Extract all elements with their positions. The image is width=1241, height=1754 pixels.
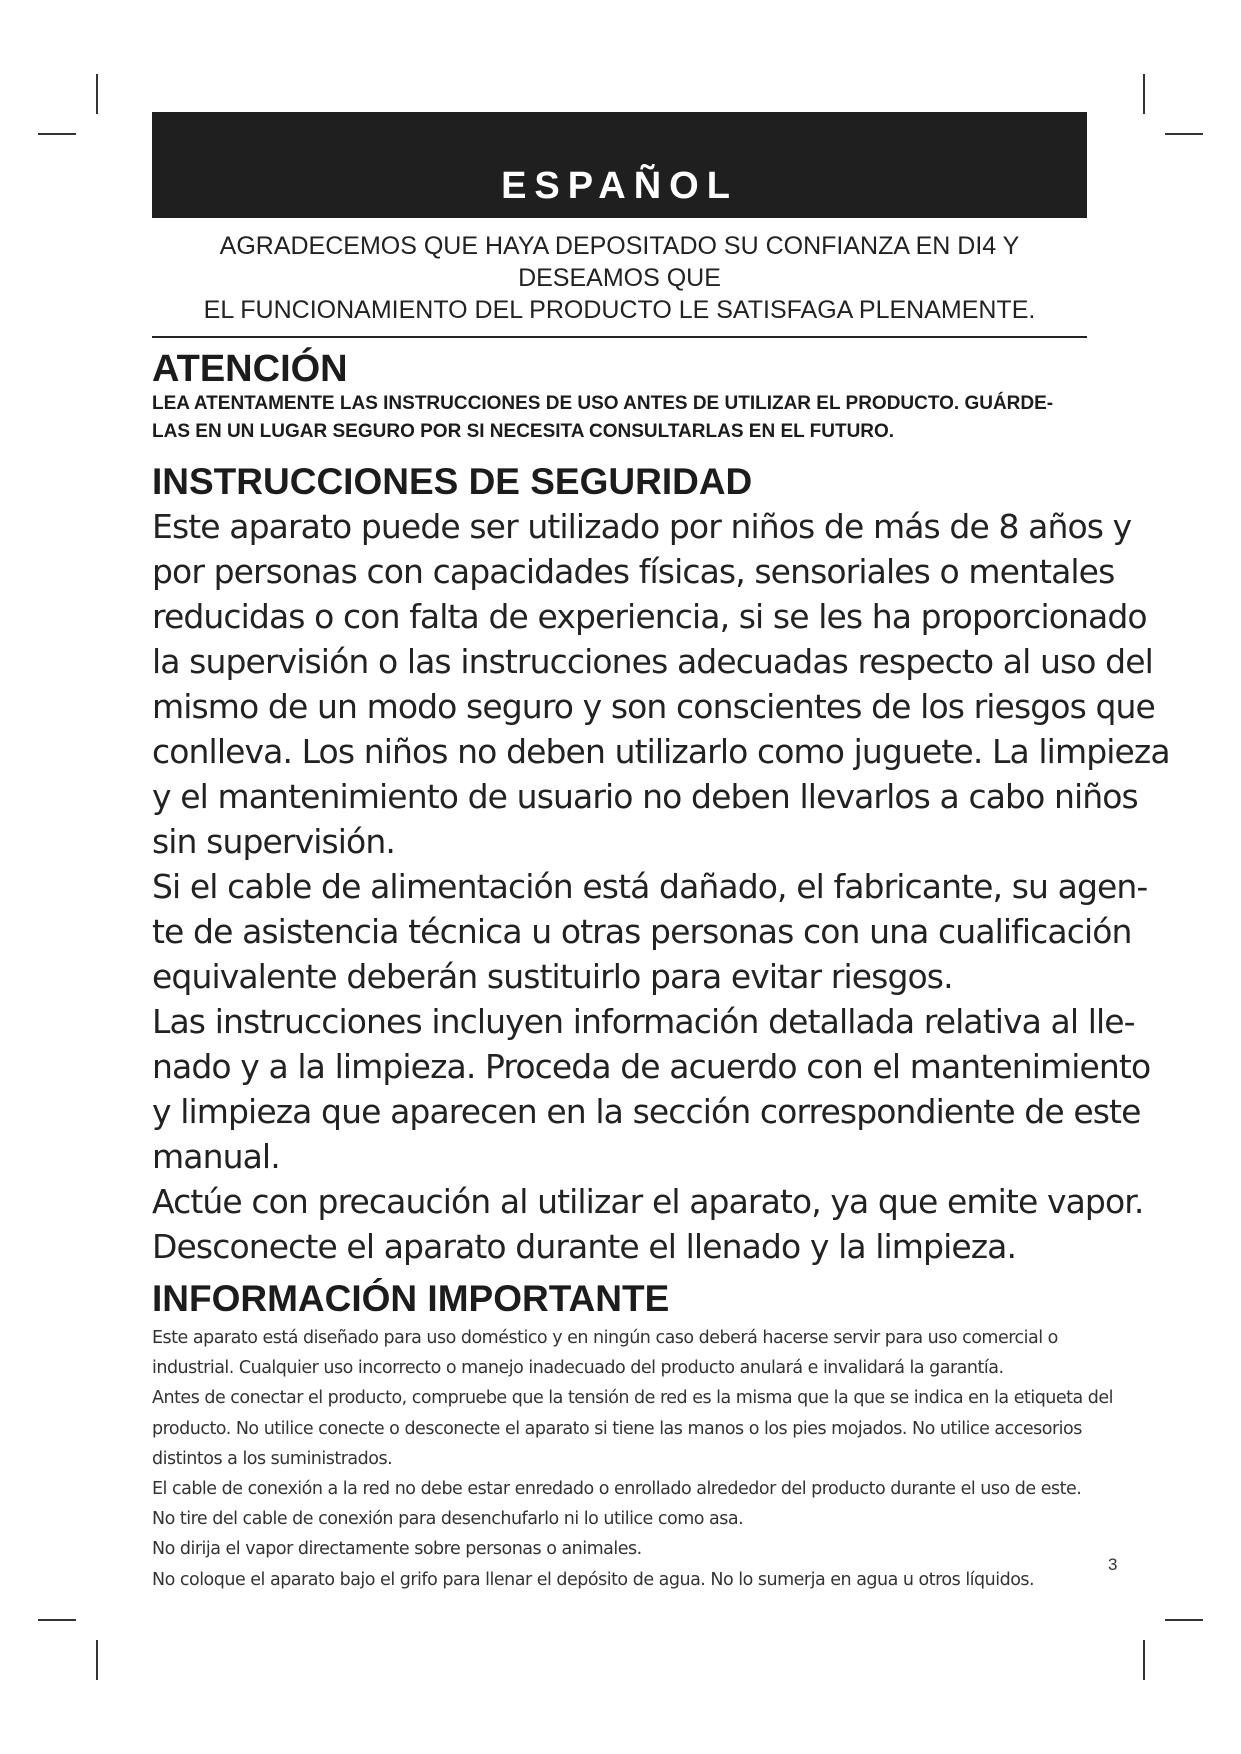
crop-mark <box>1143 74 1145 114</box>
thanks-line: AGRADECEMOS QUE HAYA DEPOSITADO SU CONFIANZA EN DI4 Y DESEAMOS QUE <box>219 232 1020 292</box>
info-line: Este aparato está diseñado para uso doméstico y en ningún caso deberá hacerse servir para uso comercial o <box>152 1328 1058 1348</box>
info-line: No tire del cable de conexión para desenchufarlo ni lo utilice como asa. <box>152 1509 744 1530</box>
crop-mark <box>96 74 98 114</box>
info-line: El cable de conexión a la red no debe estar enredado o enrollado alrededor del producto durante el uso de este. <box>152 1479 1082 1500</box>
important-info-heading: INFORMACIÓN IMPORTANTE <box>152 1278 670 1319</box>
safety-line: conlleva. Los niños no deben utilizarlo como juguete. La limpieza <box>152 732 1170 771</box>
crop-mark <box>1165 1619 1203 1621</box>
info-line: No dirija el vapor directamente sobre personas o animales. <box>152 1539 642 1560</box>
thanks-message <box>152 230 1087 338</box>
crop-mark <box>96 1640 98 1680</box>
info-line: producto. No utilice conecte o desconecte el aparato si tiene las manos o los pies mojados. No utilice accesorios <box>152 1418 1082 1439</box>
info-line: Antes de conectar el producto, compruebe que la tensión de red es la misma que la que se indica en la etiqueta del <box>152 1388 1114 1409</box>
safety-line: equivalente deberán sustituirlo para evitar riesgos. <box>152 957 953 996</box>
safety-text <box>152 504 1170 1269</box>
crop-mark <box>38 133 76 135</box>
crop-mark <box>38 1619 76 1621</box>
language-banner <box>152 112 1087 218</box>
safety-line: y limpieza que aparecen en la sección correspondiente de este <box>152 1092 1141 1131</box>
attention-text <box>152 390 1087 446</box>
safety-line: reducidas o con falta de experiencia, si se les ha proporcionado <box>152 597 1147 636</box>
safety-line: nado y a la limpieza. Proceda de acuerdo con el mantenimiento <box>152 1047 1151 1086</box>
safety-line: por personas con capacidades físicas, sensoriales o mentales <box>152 552 1115 591</box>
info-line: distintos a los suministrados. <box>152 1448 393 1469</box>
safety-line: te de asistencia técnica u otras personas con una cualificación <box>152 912 1132 951</box>
info-line: No coloque el aparato bajo el grifo para llenar el depósito de agua. No lo sumerja en agua u otros líquidos. <box>152 1569 1035 1590</box>
safety-line: mismo de un modo seguro y son conscientes de los riesgos que <box>152 687 1155 726</box>
thanks-line: EL FUNCIONAMIENTO DEL PRODUCTO LE SATISFAGA PLENAMENTE. <box>203 296 1036 324</box>
safety-heading: INSTRUCCIONES DE SEGURIDAD <box>152 461 753 502</box>
safety-line: Este aparato puede ser utilizado por niños de más de 8 años y <box>152 507 1132 546</box>
page-content <box>152 112 1170 1595</box>
safety-line: manual. <box>152 1137 280 1176</box>
banner-title: ESPAÑOL <box>501 165 738 207</box>
safety-line: Actúe con precaución al utilizar el aparato, ya que emite vapor. <box>152 1182 1144 1221</box>
page-number: 3 <box>1108 1555 1118 1574</box>
attention-line: LAS EN UN LUGAR SEGURO POR SI NECESITA CONSULTARLAS EN EL FUTURO. <box>152 421 895 442</box>
important-info-text <box>152 1323 1114 1595</box>
safety-line: Las instrucciones incluyen información detallada relativa al lle- <box>152 1002 1135 1041</box>
crop-mark <box>1165 133 1203 135</box>
attention-line: LEA ATENTAMENTE LAS INSTRUCCIONES DE USO ANTES DE UTILIZAR EL PRODUCTO. GUÁRDE- <box>152 393 1054 414</box>
attention-heading: ATENCIÓN <box>152 348 348 390</box>
safety-line: Si el cable de alimentación está dañado, el fabricante, su agen- <box>152 867 1148 906</box>
safety-line: la supervisión o las instrucciones adecuadas respecto al uso del <box>152 642 1153 681</box>
safety-line: sin supervisión. <box>152 822 395 861</box>
info-line: industrial. Cualquier uso incorrecto o manejo inadecuado del producto anulará e invalidará la garantía. <box>152 1358 1004 1379</box>
safety-line: Desconecte el aparato durante el llenado y la limpieza. <box>152 1227 1017 1266</box>
safety-line: y el mantenimiento de usuario no deben llevarlos a cabo niños <box>152 777 1138 816</box>
crop-mark <box>1143 1640 1145 1680</box>
